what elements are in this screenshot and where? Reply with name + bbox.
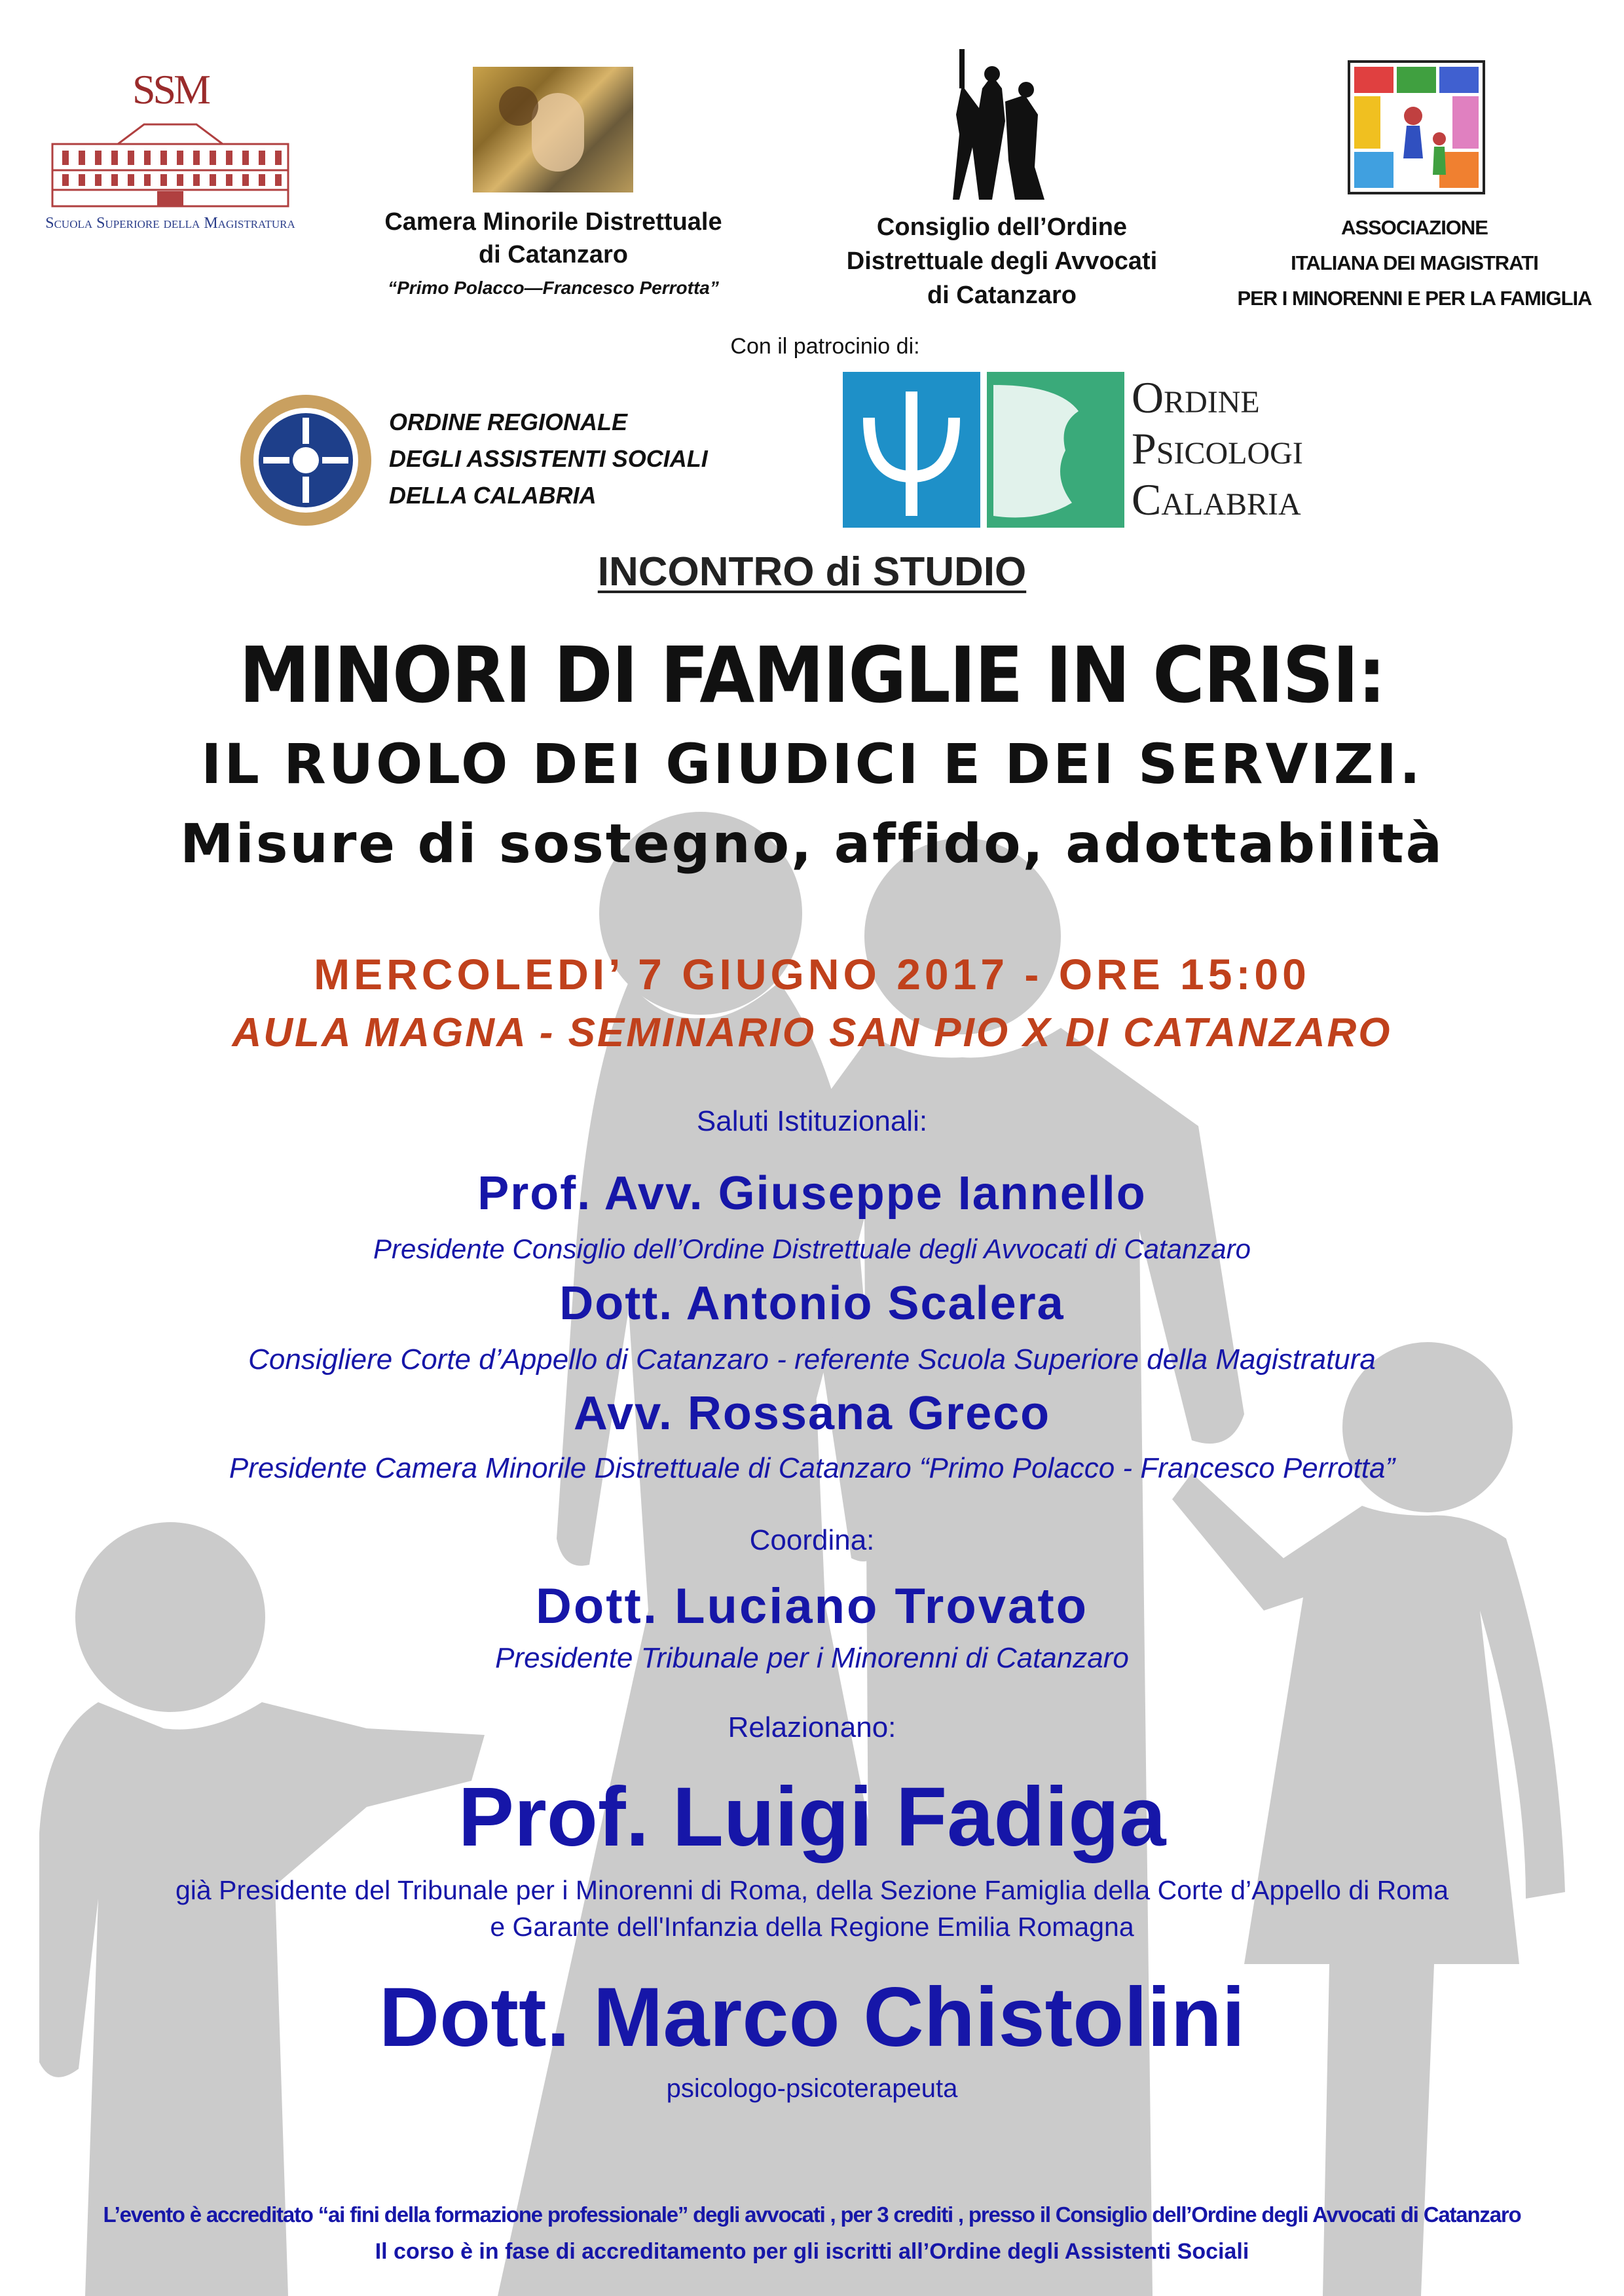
speaker-scalera-role: Consigliere Corte d’Appello di Catanzaro - referente Scuola Superiore della Magistratura <box>248 1343 1376 1376</box>
speaker-fadiga-role-2: e Garante dell'Infanzia della Regione Emilia Romagna <box>490 1912 1134 1942</box>
event-kicker: INCONTRO di STUDIO <box>597 549 1027 594</box>
event-date: MERCOLEDI’ 7 GIUGNO 2017 - ORE 15:00 <box>314 950 1310 998</box>
associazione-line3: PER I MINORENNI E PER LA FAMIGLIA <box>1237 287 1592 310</box>
ssm-name: Scuola Superiore della Magistratura <box>45 215 295 232</box>
speaker-chistolini-role: psicologo-psicoterapeuta <box>666 2074 958 2103</box>
camera-painting-icon <box>473 67 633 192</box>
event-title-2: IL RUOLO DEI GIUDICI E DEI SERVIZI. <box>201 732 1423 796</box>
patrocinio-label: Con il patrocinio di: <box>730 334 920 359</box>
consiglio-statue-icon <box>953 49 1044 200</box>
speaker-chistolini-name: Dott. Marco Chistolini <box>378 1971 1246 2064</box>
consiglio-line2: Distrettuale degli Avvocati <box>846 247 1158 275</box>
assistenti-sociali-icon <box>237 392 375 529</box>
camera-line1: Camera Minorile Distrettuale <box>384 208 722 236</box>
speaker-fadiga-name: Prof. Luigi Fadiga <box>458 1770 1166 1864</box>
ssm-mark: SSM <box>132 66 209 113</box>
speaker-fadiga-role-1: già Presidente del Tribunale per i Minorenni di Roma, della Sezione Famiglia della Corte d’Appello di Roma <box>175 1875 1449 1905</box>
associazione-line2: ITALIANA DEI MAGISTRATI <box>1291 251 1538 274</box>
speaker-scalera-name: Dott. Antonio Scalera <box>559 1277 1065 1330</box>
event-venue: AULA MAGNA - SEMINARIO SAN PIO X DI CATANZARO <box>232 1010 1392 1055</box>
psicologi-line2: Psicologi <box>1132 424 1303 473</box>
footer-line-1: L’evento è accreditato “ai fini della formazione professionale” degli avvocati , per 3 crediti , presso il Consiglio dell’Ordine degli Avvocati di Catanzaro <box>103 2202 1521 2227</box>
coordinator-role: Presidente Tribunale per i Minorenni di Catanzaro <box>495 1642 1129 1674</box>
camera-sub: “Primo Polacco—Francesco Perrotta” <box>388 278 719 298</box>
ssm-logo <box>39 65 301 236</box>
camera-line2: di Catanzaro <box>478 241 629 268</box>
psicologi-line1: Ordine <box>1132 373 1260 422</box>
psicologi-line3: Calabria <box>1132 475 1301 524</box>
consiglio-line3: di Catanzaro <box>927 282 1077 309</box>
saluti-label: Saluti Istituzionali: <box>696 1105 928 1137</box>
assistenti-line3: DELLA CALABRIA <box>389 482 597 509</box>
ssm-building-icon <box>39 118 301 216</box>
coordina-label: Coordina: <box>749 1524 875 1556</box>
coordinator-name: Dott. Luciano Trovato <box>535 1578 1089 1634</box>
speaker-greco-role: Presidente Camera Minorile Distrettuale di Catanzaro “Primo Polacco - Francesco Perrotta” <box>229 1452 1395 1484</box>
speaker-greco-name: Avv. Rossana Greco <box>573 1387 1051 1440</box>
speaker-iannello-role: Presidente Consiglio dell’Ordine Distrettuale degli Avvocati di Catanzaro <box>373 1233 1251 1264</box>
assistenti-line2: DEGLI ASSISTENTI SOCIALI <box>389 445 708 472</box>
event-title-3: Misure di sostegno, affido, adottabilità <box>180 813 1444 875</box>
assistenti-line1: ORDINE REGIONALE <box>389 409 628 435</box>
associazione-logo-icon <box>1348 60 1485 194</box>
event-title-1: MINORI DI FAMIGLIE IN CRISI: <box>239 630 1385 720</box>
speaker-iannello-name: Prof. Avv. Giuseppe Iannello <box>477 1167 1147 1220</box>
psicologi-psi-icon <box>843 372 1124 528</box>
relazionano-label: Relazionano: <box>728 1711 896 1743</box>
consiglio-line1: Consiglio dell’Ordine <box>876 213 1128 241</box>
footer-line-2: Il corso è in fase di accreditamento per gli iscritti all’Ordine degli Assistenti Sociali <box>375 2239 1249 2264</box>
associazione-line1: ASSOCIAZIONE <box>1341 216 1488 239</box>
